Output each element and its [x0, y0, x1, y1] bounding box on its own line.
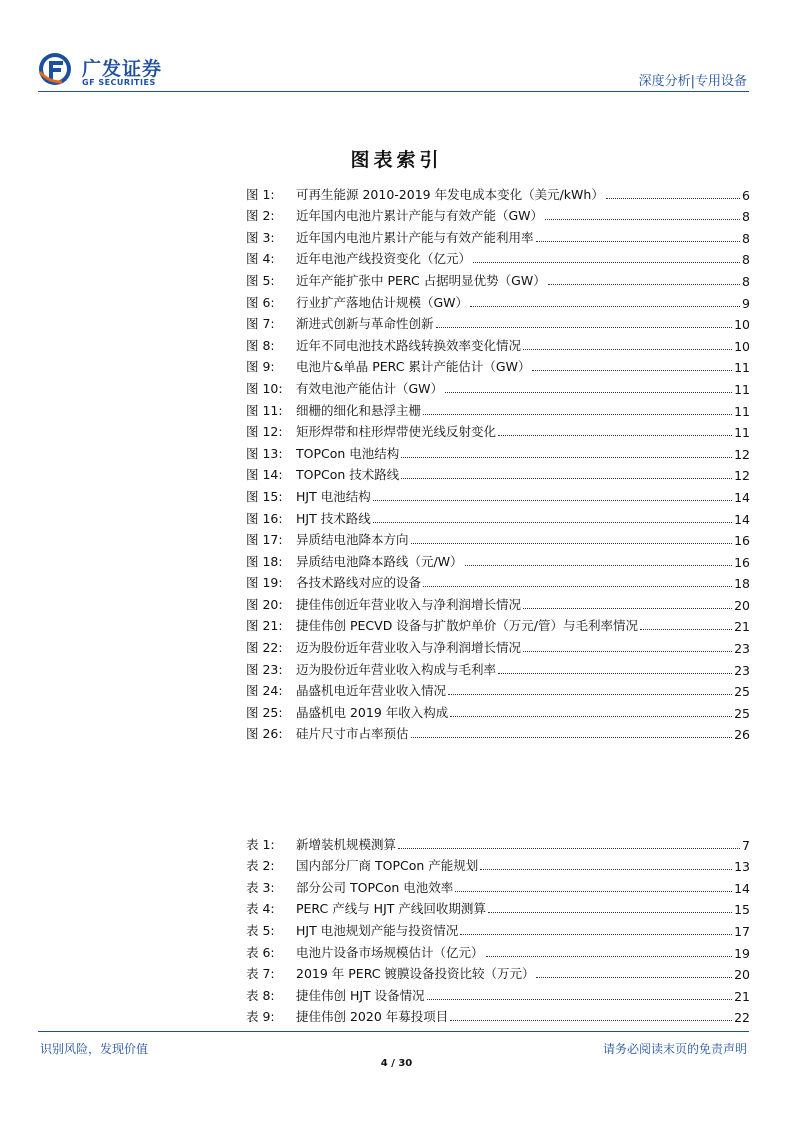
entry-number: 图 13: — [246, 445, 283, 461]
dot-leader — [548, 284, 740, 285]
entry-title: 近年不同电池技术路线转换效率变化情况 — [296, 337, 522, 353]
entry-number: 图 18: — [246, 553, 283, 569]
entry-page-number: 20 — [734, 597, 750, 613]
table-index-entry[interactable] — [246, 982, 750, 1004]
entry-title: 行业扩产落地估计规模（GW） — [296, 294, 469, 310]
entry-page-number: 16 — [734, 533, 750, 549]
entry-number: 图 22: — [246, 640, 283, 656]
entry-page-number: 18 — [734, 576, 750, 592]
entry-page-number: 10 — [734, 338, 750, 354]
figure-index-entry[interactable] — [246, 181, 750, 203]
entry-page-number: 8 — [742, 252, 750, 268]
entry-number: 图 21: — [246, 618, 283, 634]
entry-number: 表 3: — [246, 879, 275, 895]
entry-number: 图 20: — [246, 596, 283, 612]
dot-leader — [398, 848, 740, 849]
entry-title: 迈为股份近年营业收入与净利润增长情况 — [296, 640, 522, 656]
entry-number: 图 9: — [246, 359, 275, 375]
dot-leader — [640, 629, 732, 630]
dot-leader — [448, 694, 732, 695]
entry-number: 表 2: — [246, 858, 275, 874]
entry-title: 电池片&单晶 PERC 累计产能估计（GW） — [296, 359, 531, 375]
entry-page-number: 6 — [742, 187, 750, 203]
dot-leader — [460, 934, 732, 935]
entry-title: 国内部分厂商 TOPCon 产能规划 — [296, 858, 479, 874]
dot-leader — [373, 500, 732, 501]
dot-leader — [465, 565, 733, 566]
entry-page-number: 26 — [734, 727, 750, 743]
figure-index-entry[interactable] — [246, 678, 750, 700]
table-index-entry[interactable] — [246, 961, 750, 983]
report-category: 深度分析|专用设备 — [638, 74, 747, 89]
entry-number: 表 8: — [246, 987, 275, 1003]
header-divider — [38, 91, 749, 92]
entry-title: 捷佳伟创 HJT 设备情况 — [296, 987, 425, 1003]
figure-index-entry[interactable] — [246, 483, 750, 505]
dot-leader — [536, 977, 732, 978]
table-index-entry[interactable] — [246, 831, 750, 853]
figure-index-entry[interactable] — [246, 332, 750, 354]
figure-index-entry[interactable] — [246, 699, 750, 721]
dot-leader — [450, 716, 732, 717]
entry-number: 图 3: — [246, 229, 275, 245]
entry-number: 图 4: — [246, 251, 275, 267]
entry-page-number: 14 — [734, 489, 750, 505]
entry-title: 近年国内电池片累计产能与有效产能利用率 — [296, 229, 534, 245]
entry-title: 2019 年 PERC 镀膜设备投资比较（万元） — [296, 966, 535, 982]
entry-number: 图 17: — [246, 532, 283, 548]
entry-number: 图 26: — [246, 726, 283, 742]
entry-number: 图 25: — [246, 704, 283, 720]
dot-leader — [401, 478, 732, 479]
dot-leader — [523, 349, 732, 350]
figure-index-entry[interactable] — [246, 656, 750, 678]
entry-number: 图 12: — [246, 424, 283, 440]
footer-slogan: 识别风险，发现价值 — [40, 1042, 149, 1056]
table-index-entry[interactable] — [246, 1004, 750, 1026]
figure-index-entry[interactable] — [246, 224, 750, 246]
entry-page-number: 10 — [734, 317, 750, 333]
figure-index-entry[interactable] — [246, 591, 750, 613]
entry-number: 图 7: — [246, 316, 275, 332]
entry-number: 图 24: — [246, 683, 283, 699]
entry-page-number: 11 — [734, 425, 750, 441]
entry-page-number: 11 — [734, 360, 750, 376]
entry-title: HJT 技术路线 — [296, 510, 371, 526]
entry-page-number: 21 — [734, 619, 750, 635]
entry-title: 异质结电池降本路线（元/W） — [296, 553, 463, 569]
table-index-entry[interactable] — [246, 874, 750, 896]
entry-page-number: 14 — [734, 511, 750, 527]
dot-leader — [523, 651, 732, 652]
entry-page-number: 13 — [734, 859, 750, 875]
dot-leader — [480, 869, 732, 870]
figure-index-entry[interactable] — [246, 289, 750, 311]
table-index-entry[interactable] — [246, 939, 750, 961]
dot-leader — [488, 912, 732, 913]
figure-index-entry[interactable] — [246, 527, 750, 549]
entry-page-number: 11 — [734, 403, 750, 419]
entry-title: 近年国内电池片累计产能与有效产能（GW） — [296, 208, 544, 224]
entry-number: 图 23: — [246, 661, 283, 677]
entry-number: 图 15: — [246, 488, 283, 504]
figure-index-entry[interactable] — [246, 505, 750, 527]
entry-page-number: 15 — [734, 902, 750, 918]
dot-leader — [373, 522, 732, 523]
entry-title: 各技术路线对应的设备 — [296, 575, 422, 591]
footer-divider — [38, 1031, 749, 1032]
figure-index-entry[interactable] — [246, 267, 750, 289]
entry-number: 表 7: — [246, 966, 275, 982]
entry-number: 图 10: — [246, 380, 283, 396]
entry-number: 图 5: — [246, 272, 275, 288]
entry-title: 迈为股份近年营业收入构成与毛利率 — [296, 661, 497, 677]
figure-index-entry[interactable] — [246, 419, 750, 441]
dot-leader — [532, 370, 732, 371]
figure-index-entry[interactable] — [246, 246, 750, 268]
entry-page-number: 7 — [742, 837, 750, 853]
dot-leader — [423, 414, 732, 415]
entry-title: 可再生能源 2010-2019 年发电成本变化（美元/kWh） — [296, 186, 604, 202]
entry-title: 捷佳伟创近年营业收入与净利润增长情况 — [296, 596, 522, 612]
dot-leader — [411, 737, 733, 738]
dot-leader — [545, 219, 740, 220]
entry-page-number: 8 — [742, 273, 750, 289]
entry-title: 硅片尺寸市占率预估 — [296, 726, 409, 742]
entry-number: 图 2: — [246, 208, 275, 224]
entry-page-number: 23 — [734, 662, 750, 678]
entry-number: 图 8: — [246, 337, 275, 353]
entry-title: 晶盛机电 2019 年收入构成 — [296, 704, 449, 720]
gf-logo-icon — [38, 52, 72, 86]
table-index-entry[interactable] — [246, 917, 750, 939]
dot-leader — [536, 241, 741, 242]
entry-title: 近年电池产线投资变化（亿元） — [296, 251, 472, 267]
figure-index-entry[interactable] — [246, 311, 750, 333]
entry-title: 部分公司 TOPCon 电池效率 — [296, 879, 454, 895]
entry-page-number: 23 — [734, 641, 750, 657]
entry-number: 图 6: — [246, 294, 275, 310]
entry-title: 矩形焊带和柱形焊带使光线反射变化 — [296, 424, 497, 440]
entry-title: HJT 电池规划产能与投资情况 — [296, 922, 459, 938]
entry-page-number: 11 — [734, 381, 750, 397]
entry-title: 晶盛机电近年营业收入情况 — [296, 683, 447, 699]
entry-page-number: 25 — [734, 684, 750, 700]
figure-index-entry[interactable] — [246, 634, 750, 656]
entry-number: 图 14: — [246, 467, 283, 483]
entry-page-number: 20 — [734, 967, 750, 983]
entry-title: PERC 产线与 HJT 产线回收期测算 — [296, 901, 486, 917]
entry-title: 新增装机规模测算 — [296, 836, 397, 852]
dot-leader — [427, 999, 732, 1000]
entry-number: 图 11: — [246, 402, 283, 418]
entry-number: 表 6: — [246, 944, 275, 960]
entry-page-number: 12 — [734, 468, 750, 484]
figure-index-entry[interactable] — [246, 570, 750, 592]
entry-page-number: 14 — [734, 880, 750, 896]
entry-number: 图 19: — [246, 575, 283, 591]
entry-title: 捷佳伟创 2020 年募投项目 — [296, 1009, 449, 1025]
dot-leader — [523, 608, 732, 609]
entry-page-number: 8 — [742, 230, 750, 246]
figure-index-entry[interactable] — [246, 203, 750, 225]
entry-number: 图 1: — [246, 186, 275, 202]
entry-title: TOPCon 电池结构 — [296, 445, 400, 461]
dot-leader — [445, 392, 732, 393]
dot-leader — [606, 198, 740, 199]
figure-index-entry[interactable] — [246, 440, 750, 462]
table-index-entry[interactable] — [246, 853, 750, 875]
dot-leader — [450, 1020, 732, 1021]
figure-index-entry[interactable] — [246, 721, 750, 743]
figure-index-list — [246, 181, 750, 742]
entry-page-number: 17 — [734, 923, 750, 939]
dot-leader — [486, 956, 733, 957]
entry-title: 电池片设备市场规模估计（亿元） — [296, 944, 484, 960]
entry-page-number: 12 — [734, 446, 750, 462]
table-index-list — [246, 831, 750, 1025]
entry-title: 捷佳伟创 PECVD 设备与扩散炉单价（万元/管）与毛利率情况 — [296, 618, 638, 634]
entry-number: 表 4: — [246, 901, 275, 917]
dot-leader — [498, 673, 732, 674]
entry-title: 细栅的细化和悬浮主栅 — [296, 402, 422, 418]
dot-leader — [436, 327, 733, 328]
entry-title: 渐进式创新与革命性创新 — [296, 316, 434, 332]
entry-title: 近年产能扩张中 PERC 占据明显优势（GW） — [296, 272, 546, 288]
figure-index-entry[interactable] — [246, 548, 750, 570]
dot-leader — [411, 543, 733, 544]
dot-leader — [470, 306, 740, 307]
figure-index-entry[interactable] — [246, 462, 750, 484]
entry-title: TOPCon 技术路线 — [296, 467, 400, 483]
entry-title: HJT 电池结构 — [296, 488, 371, 504]
logo-chinese-name: 广发证券 — [82, 58, 163, 80]
entry-number: 表 9: — [246, 1009, 275, 1025]
entry-page-number: 8 — [742, 209, 750, 225]
company-logo — [38, 52, 188, 96]
footer-disclaimer: 请务必阅读末页的免责声明 — [602, 1042, 747, 1056]
dot-leader — [498, 435, 732, 436]
dot-leader — [401, 457, 732, 458]
dot-leader — [473, 262, 740, 263]
entry-page-number: 19 — [734, 945, 750, 961]
entry-title: 异质结电池降本方向 — [296, 532, 409, 548]
entry-page-number: 16 — [734, 554, 750, 570]
figure-index-entry[interactable] — [246, 397, 750, 419]
figure-index-entry[interactable] — [246, 354, 750, 376]
entry-number: 表 1: — [246, 836, 275, 852]
figure-index-entry[interactable] — [246, 613, 750, 635]
entry-page-number: 21 — [734, 988, 750, 1004]
table-index-entry[interactable] — [246, 896, 750, 918]
entry-page-number: 22 — [734, 1010, 750, 1026]
entry-page-number: 9 — [742, 295, 750, 311]
figure-index-entry[interactable] — [246, 375, 750, 397]
page-number: 4 / 30 — [380, 1058, 413, 1069]
dot-leader — [455, 891, 732, 892]
logo-english-name: GF SECURITIES — [82, 78, 156, 87]
entry-page-number: 25 — [734, 705, 750, 721]
entry-number: 图 16: — [246, 510, 283, 526]
dot-leader — [423, 586, 732, 587]
page-title: 图表索引 — [350, 149, 443, 171]
entry-number: 表 5: — [246, 922, 275, 938]
entry-title: 有效电池产能估计（GW） — [296, 380, 444, 396]
